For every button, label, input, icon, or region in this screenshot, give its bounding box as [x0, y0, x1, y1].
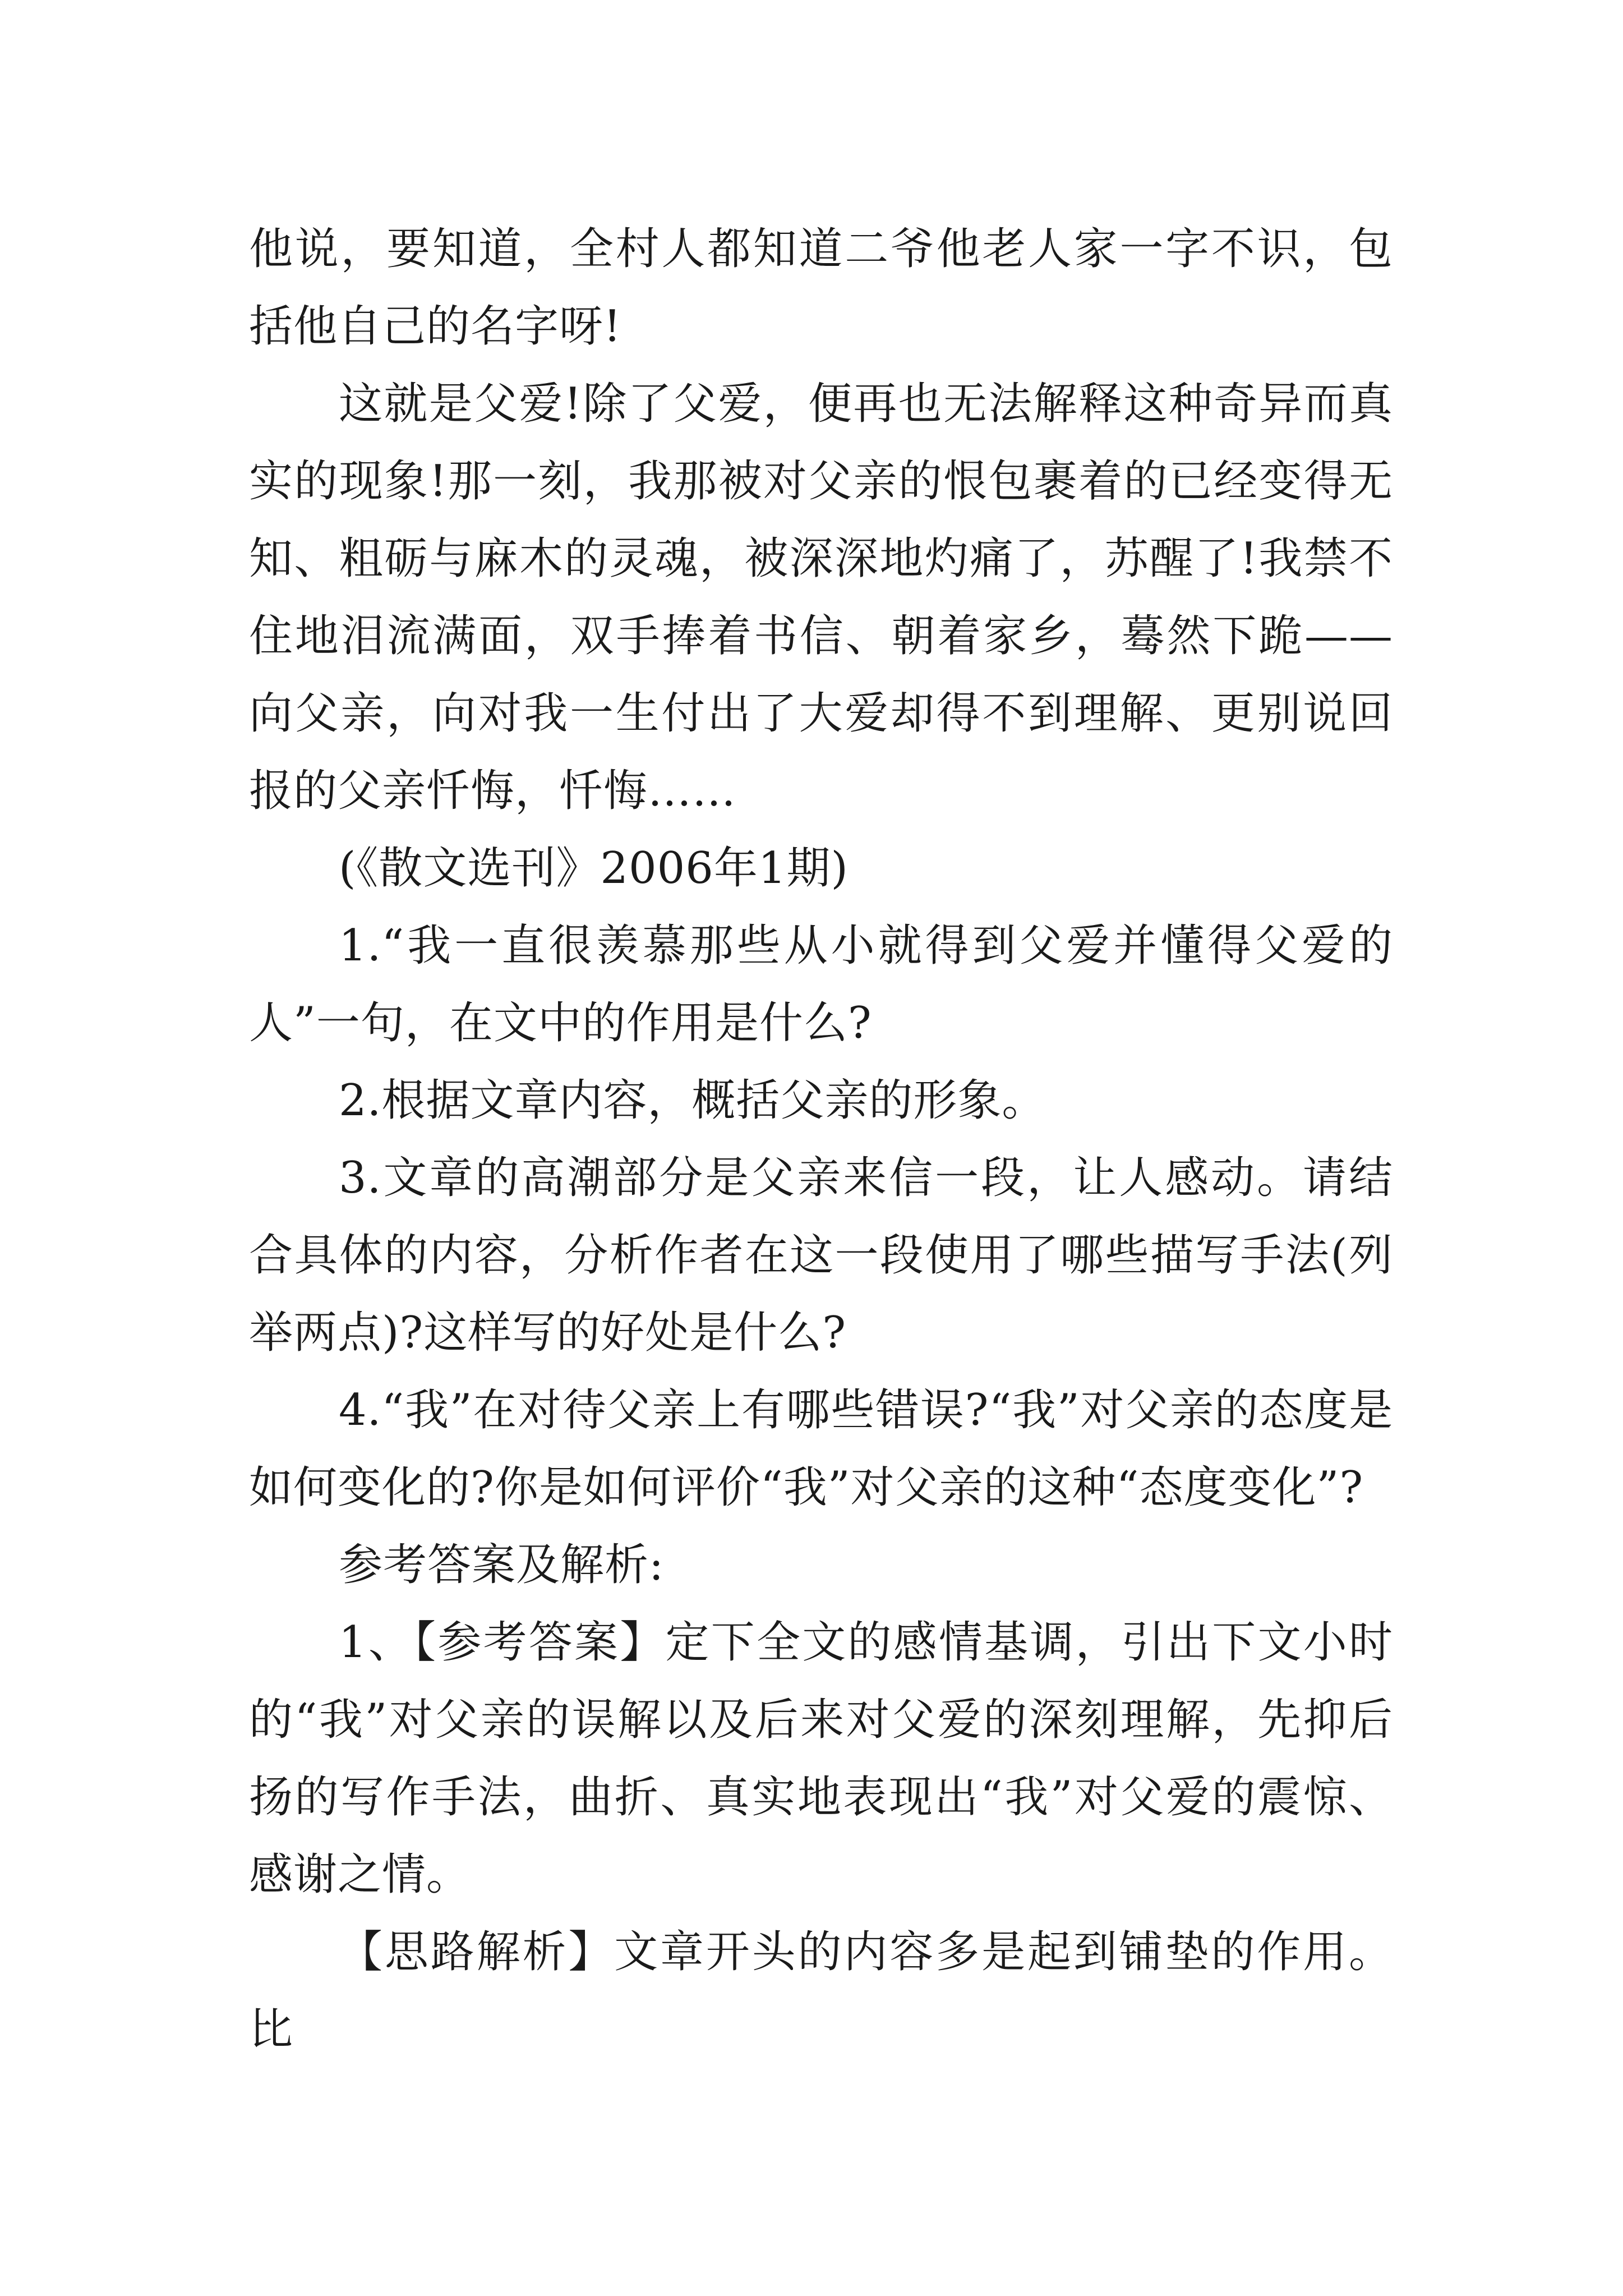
question-3: 3.文章的高潮部分是父亲来信一段，让人感动。请结合具体的内容，分析作者在这一段使用了哪些描写手法(列举两点)?这样写的好处是什么? — [249, 1153, 1393, 1358]
document-body — [249, 210, 1393, 2068]
question-2: 2.根据文章内容，概括父亲的形象。 — [339, 1075, 1046, 1126]
answer-1: 1、【参考答案】定下全文的感情基调，引出下文小时的“我”对父亲的误解以及后来对父爱的深刻理解，先抑后扬的写作手法，曲折、真实地表现出“我”对父爱的震惊、感谢之情。 — [249, 1617, 1393, 1900]
question-1: 1.“我一直很羡慕那些从小就得到父爱并懂得父爱的人”一句，在文中的作用是什么? — [249, 921, 1393, 1048]
paragraph-father-love: 这就是父爱!除了父爱，便再也无法解释这种奇异而真实的现象!那一刻，我那被对父亲的恨包裹着的已经变得无知、粗砺与麻木的灵魂，被深深地灼痛了，苏醒了!我禁不住地泪流满面，双手捧着书信、朝着家乡，蓦然下跪——向父亲，向对我一生付出了大爱却得不到理解、更别说回报的父亲忏悔，忏悔…… — [249, 379, 1393, 816]
paragraph-continuation: 他说，要知道，全村人都知道二爷他老人家一字不识，包括他自己的名字呀! — [249, 224, 1393, 352]
answers-heading: 参考答案及解析: — [339, 1540, 665, 1590]
answer-1-analysis: 【思路解析】文章开头的内容多是起到铺垫的作用。比 — [249, 1927, 1393, 2055]
source-citation: (《散文选刊》2006年1期) — [339, 843, 849, 894]
question-4: 4.“我”在对待父亲上有哪些错误?“我”对父亲的态度是如何变化的?你是如何评价“我”对父亲的这种“态度变化”? — [249, 1385, 1393, 1513]
